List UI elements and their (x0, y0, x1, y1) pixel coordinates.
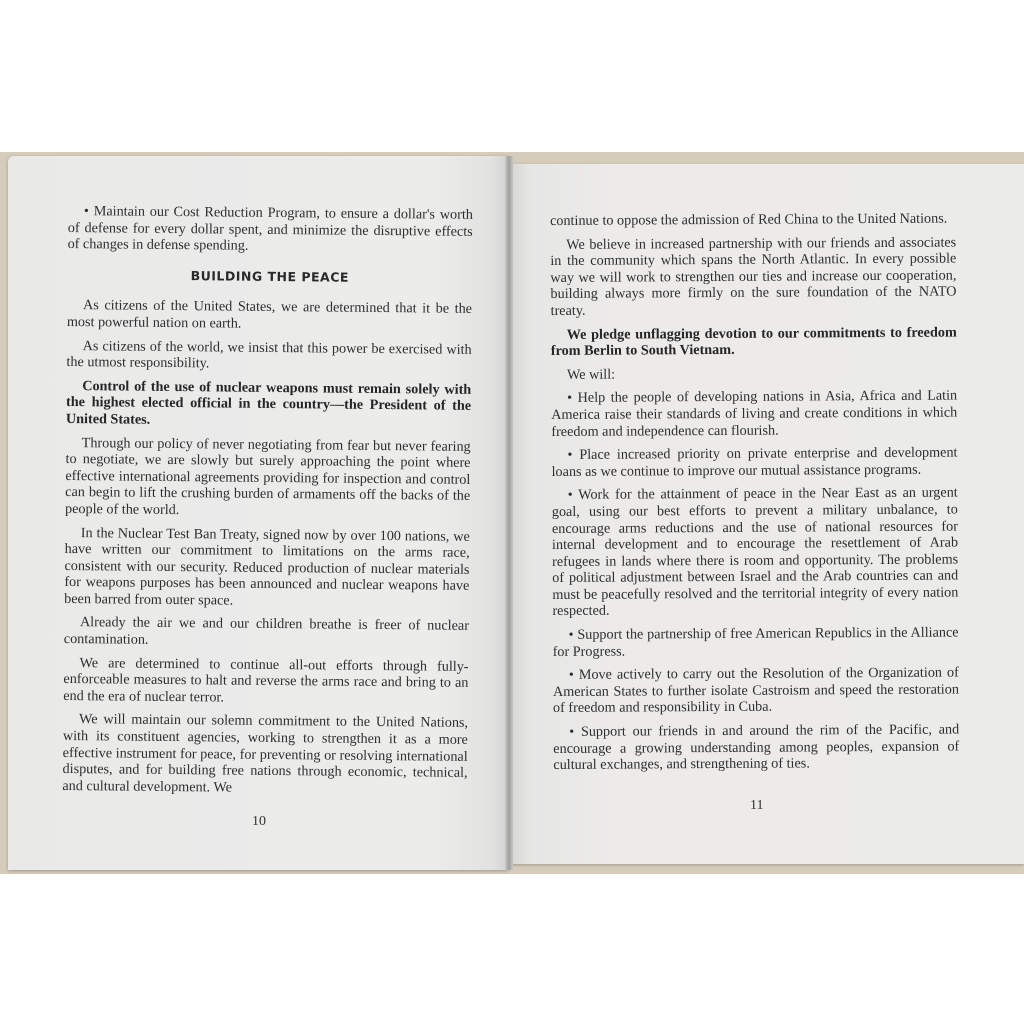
right-p3: We pledge unflagging devotion to our commitments to freedom from Berlin to South Vietnam. (550, 324, 957, 360)
left-p2: As citizens of the United States, we are determined that it be the most powerful nation on earth. (66, 297, 473, 332)
right-p1: continue to oppose the admission of Red China to the United Nations. (550, 210, 948, 229)
bullet-icon: • (567, 390, 573, 407)
left-paragraph (68, 203, 473, 257)
left-p4: Control of the use of nuclear weapons must remain solely with the highest elected official in the country—the President of the United States. (65, 377, 472, 428)
bullet-icon: • (568, 667, 574, 684)
right-bullet-5 (553, 665, 959, 717)
right-b5: Move actively to carry out the Resolution of the Organization of American States to further isolate Castroism and speed the restoration of freedom and responsibility in Cuba. (552, 664, 959, 717)
right-p4: We will: (566, 366, 616, 383)
right-bullet-3 (552, 485, 959, 620)
bullet-icon: • (567, 487, 573, 504)
left-p6: In the Nuclear Test Ban Treaty, signed now by over 100 nations, we have written our commitment to limitations on the arms race, consistent with our security. Reduced production of nuclear materials for weapons purposes has been announced and nuclear weapons have been barred from outer space. (64, 524, 470, 609)
left-p9: We will maintain our solemn commitment to the United Nations, with its constituent agencies, working to strengthen it as a more effective instrument for peace, for preventing or resolving international disputes, and for building free nations through economic, technical, and cultural development. We (62, 711, 469, 796)
right-p2: We believe in increased partnership with our friends and associates in the community which spans the North Atlantic. In every possible way we will work to strengthen our ties and increase our cooperation, building always more firmly on the sure foundation of the NATO treaty. (550, 234, 957, 319)
bullet-icon: • (569, 723, 575, 740)
right-bullet-6 (553, 722, 959, 774)
right-b1: Help the people of developing nations in Asia, Africa and Latin America raise their standards of living and create conditions in which freedom and independence can flourish. (551, 387, 958, 440)
right-b6: Support our friends in and around the rim of the Pacific, and encourage a growing understanding among peoples, expansion of cultural exchanges, and strengthening of ties. (553, 721, 960, 774)
section-heading: BUILDING THE PEACE (190, 267, 350, 285)
right-bullet-1 (551, 388, 957, 440)
right-b3: Work for the attainment of peace in the Near East as an urgent goal, using our best efforts to prevent a military unbalance, to encourage arms reductions and the use of national resources for internal development and to encourage the resettlement of Arab refugees in lands where there is room and opportunity. The problems of political adjustment between Israel and the Arab countries can and must be peacefully resolved and the territorial integrity of every nation respected. (551, 484, 959, 620)
left-p7: Already the air we and our children breathe is freer of nuclear contamination. (63, 614, 470, 648)
left-p3: As citizens of the world, we insist that this power be exercised with the utmost responsibility. (66, 337, 472, 372)
left-p8: We are determined to continue all-out efforts through fully-enforceable measures to halt and reverse the arms race and bring to an end the era of nuclear terror. (63, 654, 469, 706)
right-b2: Place increased priority on private enterprise and development loans as we continue to improve our mutual assistance programs. (551, 444, 958, 480)
bullet-icon: • (83, 203, 89, 220)
right-page-text (550, 211, 959, 781)
right-bullet-4 (553, 625, 959, 661)
left-p5: Through our policy of never negotiating from fear but never fearing to negotiate, we are slowly but surely approaching the point where effective international agreements providing for inspection and control can begin to lift the crushing burden of armaments off the backs of the people of the world. (64, 434, 471, 518)
right-bullet-2 (551, 445, 957, 481)
left-p1: Maintain our Cost Reduction Program, to ensure a dollar's worth of defense for every dollar spent, and minimize the disruptive effects of changes in defense spending. (67, 203, 473, 254)
page-number-right: 11 (750, 798, 764, 813)
bullet-icon: • (567, 446, 573, 464)
page-number-left: 10 (252, 814, 266, 829)
bullet-icon: • (568, 626, 574, 643)
book-gutter (505, 156, 513, 870)
left-page-text (62, 203, 473, 805)
right-b4: Support the partnership of free American Republics in the Alliance for Progress. (552, 624, 959, 660)
